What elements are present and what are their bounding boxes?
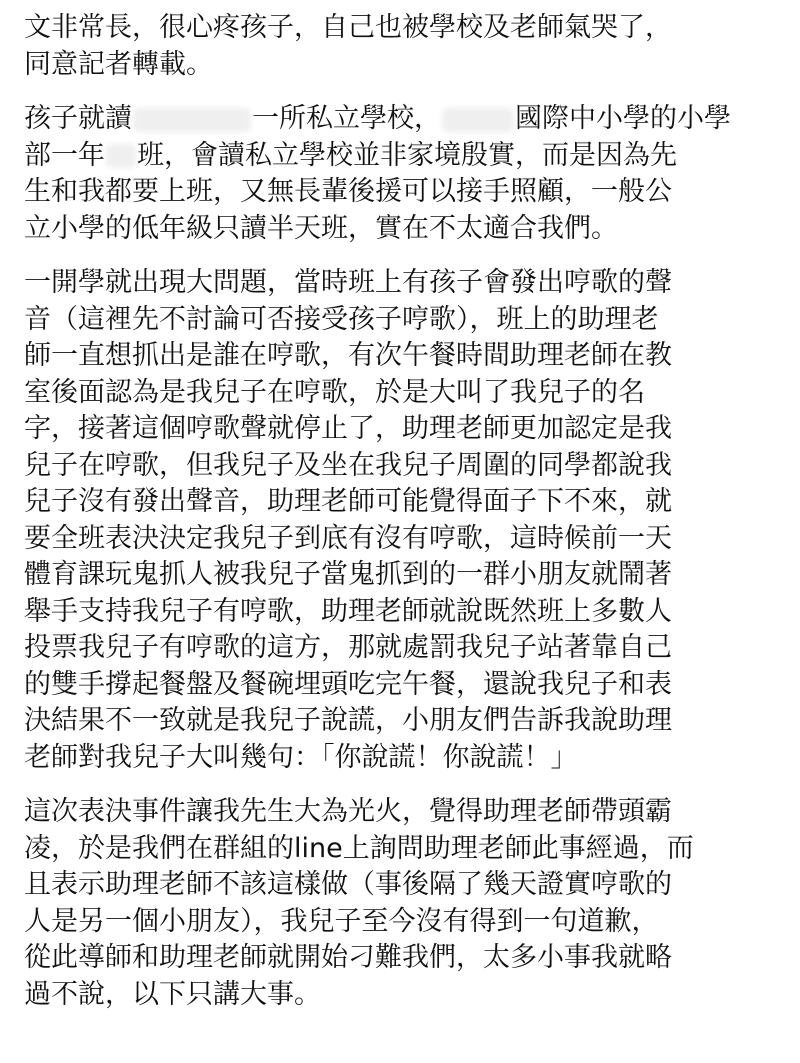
text-segment: 班，會讀私立學校並非家境殷實，而是因為先 [137, 139, 677, 171]
text-segment: 國際中小學的小學 [515, 103, 731, 134]
post-body [24, 10, 784, 1031]
paragraph-school [24, 101, 784, 247]
text-line [24, 101, 784, 138]
text-line: 要全班表決決定我兒子到底有沒有哼歌，這時候前一天 [24, 522, 672, 554]
text-line: 的雙手撐起餐盤及餐碗埋頭吃完午餐，還說我兒子和表 [24, 668, 672, 700]
text-line [24, 138, 784, 175]
text-line: 文非常長，很心疼孩子，自己也被學校及老師氣哭了， [24, 12, 672, 43]
text-line: 凌，於是我們在群組的line上詢問助理老師此事經過，而 [24, 832, 694, 864]
redacted-location [133, 108, 251, 132]
text-line: 人是另一個小朋友），我兒子至今沒有得到一句道歉， [24, 905, 659, 937]
text-line: 投票我兒子有哼歌的這方，那就處罰我兒子站著靠自己 [24, 632, 672, 663]
text-line: 兒子在哼歌，但我兒子及坐在我兒子周圍的同學都說我 [24, 449, 672, 481]
text-line: 室後面認為是我兒子在哼歌，於是大叫了我兒子的名 [24, 376, 645, 408]
text-line: 同意記者轉載。 [24, 48, 213, 80]
text-line: 兒子沒有發出聲音，助理老師可能覺得面子下不來，就 [24, 486, 672, 517]
text-segment: 部一年 [24, 139, 105, 171]
text-line: 立小學的低年級只讀半天班，實在不太適合我們。 [24, 212, 618, 244]
text-line: 舉手支持我兒子有哼歌，助理老師就說既然班上多數人 [24, 595, 672, 627]
text-line: 生和我都要上班，又無長輩後援可以接手照顧，一般公 [24, 176, 672, 207]
text-segment: 一所私立學校， [252, 103, 441, 134]
paragraph-aftermath [24, 794, 784, 1013]
text-line: 從此導師和助理老師就開始刁難我們，太多小事我就略 [24, 942, 672, 973]
text-line: 且表示助理老師不該這樣做（事後隔了幾天證實哼歌的 [24, 869, 672, 900]
text-line: 一開學就出現大問題，當時班上有孩子會發出哼歌的聲 [24, 267, 672, 298]
text-line: 體育課玩鬼抓人被我兒子當鬼抓到的一群小朋友就鬧著 [24, 559, 672, 590]
paragraph-intro [24, 10, 784, 83]
text-line: 決結果不一致就是我兒子說謊，小朋友們告訴我說助理 [24, 705, 672, 736]
text-segment: 孩子就讀 [24, 103, 132, 134]
text-line: 音（這裡先不討論可否接受孩子哼歌），班上的助理老 [24, 303, 659, 335]
text-line: 字，接著這個哼歌聲就停止了，助理老師更加認定是我 [24, 413, 672, 444]
text-line: 老師對我兒子大叫幾句：「你說謊！你說謊！」 [24, 741, 578, 773]
text-line: 師一直想抓出是誰在哼歌，有次午餐時間助理老師在教 [24, 340, 672, 371]
paragraph-incident [24, 265, 784, 776]
text-line: 這次表決事件讓我先生大為光火，覺得助理老師帶頭霸 [24, 796, 672, 827]
redacted-class-name [106, 144, 136, 168]
text-line: 過不說，以下只講大事。 [24, 978, 321, 1010]
redacted-school-name [442, 108, 514, 132]
